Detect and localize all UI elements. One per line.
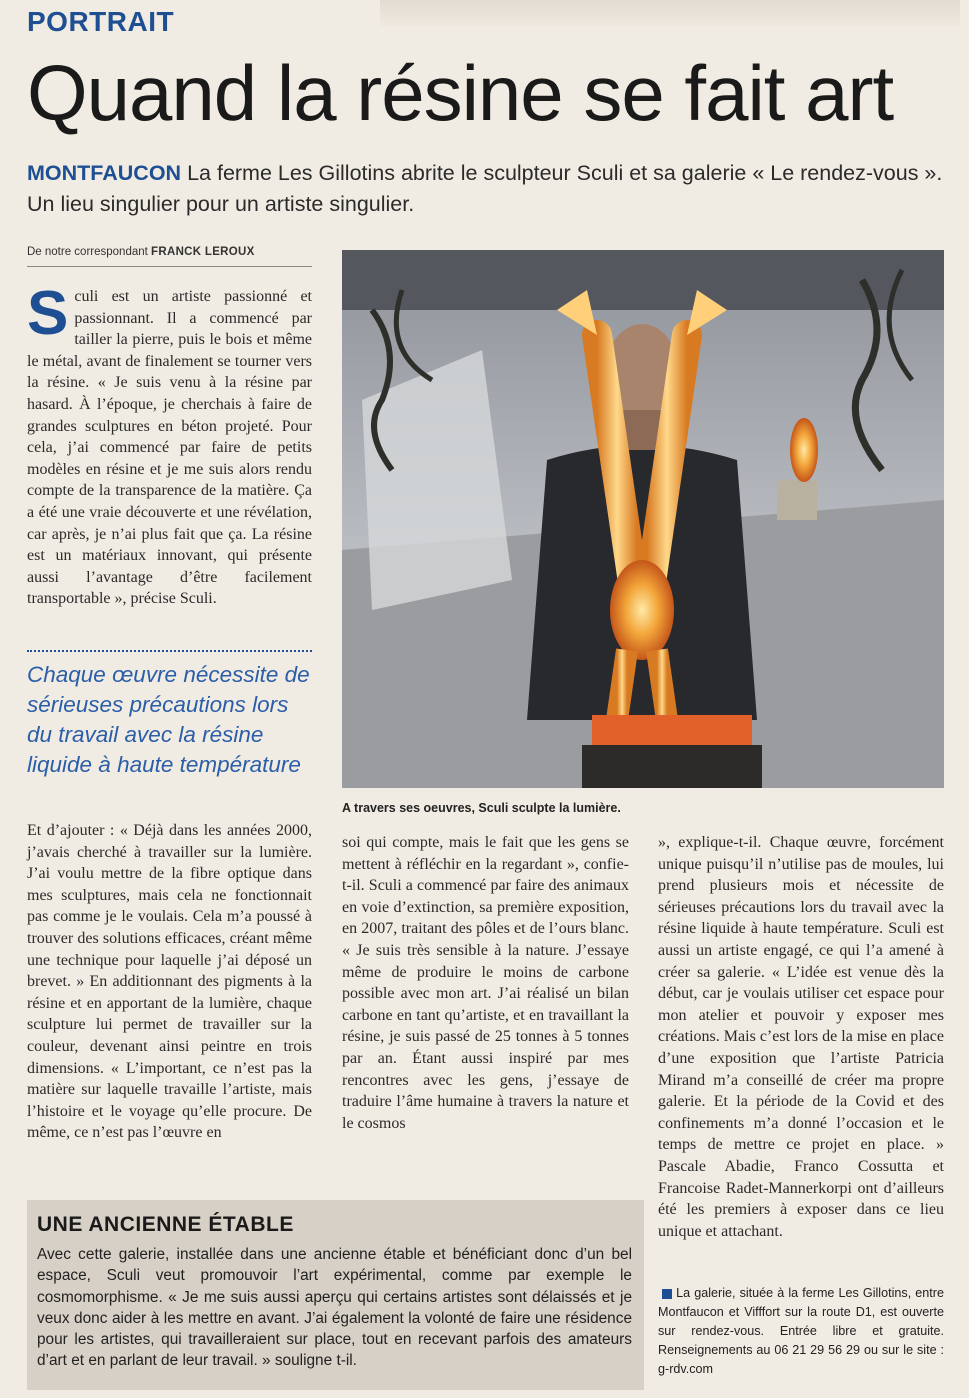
column-3-text (658, 832, 944, 1242)
column-1-text (27, 820, 312, 1144)
photo-illustration (342, 250, 944, 788)
pullquote-rule (27, 650, 312, 652)
deck (27, 158, 947, 220)
dropcap: S (27, 279, 69, 348)
deck-place: MONTFAUCON (27, 161, 182, 185)
byline-prefix: De notre correspondant (27, 246, 148, 258)
square-end-icon (662, 1289, 672, 1299)
column-1-paragraph: Et d’ajouter : « Déjà dans les années 2000, j’avais cherché à travailler sur la lumière. J’ai voulu mettre de la fibre optique dans mes sculptures, mais cela ne fonctionnait pas comme je le voulais. Cela m’a poussé à trouver des solutions efficaces, créant même une technique pour laquelle j’ai déposé un brevet. » En additionnant des pigments à la résine et en apportant de la lumière, chaque sculpture lui permet de travailler sur la couleur, devenant ainsi peintre en trois dimensions. « L’important, ce n’est pas la matière sur laquelle travaille l’artiste, mais l’histoire et le voyage qu’elle procure. De même, ce n’est pas l’œuvre en (27, 822, 312, 1142)
deck-text: La ferme Les Gillotins abrite le sculpteur Sculi et sa galerie « Le rendez-vous ». Un lieu singulier pour un artiste singulier. (27, 161, 943, 216)
column-2-paragraph: soi qui compte, mais le fait que les gens se mettent à réfléchir en la regardant », confie-t-il. Sculi a commencé par faire des animaux en voie d’extinction, sa première exposition, en 2007, traitant des pôles et de l’ours blanc. « Je suis très sensible à la nature. J’essaye même de produire le moins de carbone possible avec mon art. J’ai réalisé un bilan carbone en tant qu’artiste, et en travaillant la résine, je suis passé de 25 tonnes à 5 tonnes par an. Étant aussi inspiré par mes rencontres avec les gens, j’essaye de traduire l’âme humaine à travers la nature et le cosmos (342, 834, 629, 1132)
pullquote: Chaque œuvre nécessite de sérieuses précautions lors du travail avec la résine liquide à haute température (27, 662, 310, 777)
sidebar-box-text: Avec cette galerie, installée dans une ancienne étable et bénéficiant donc d’un bel espace, Sculi veut promouvoir l’art expérimental, comme par exemple le cosmomorphisme. « Je me suis aussi aperçu qui certains artistes sont délaissés et je veux donc aider à les mettre en avant. J’ai également la volonté de faire une résidence pour les artistes, qui travailleraient sur place, tout en recevant parfois des amateurs d’art et en parlant de leur travail. » souligne t-il. (37, 1246, 632, 1370)
photo-caption: A travers ses oeuvres, Sculi sculpte la lumière. (342, 801, 621, 815)
intro-text: culi est un artiste passionné et passionnant. Il a commencé par tailler la pierre, puis le bois et même le métal, avant de finalement se tourner vers la résine. « Je suis venu à la résine par hasard. À l’époque, je cherchais à faire de grandes sculptures en béton projeté. Pour cela, j’ai commencé par faire de petits modèles en résine et je me suis alors rendu compte de la transparence de la matière. Ça a été une vraie découverte et une révélation, car après, je n’ai plus fait que ça. La résine est un matériaux innovant, qui présente aussi l’avantage d’être facilement transportable », précise Sculi. (27, 288, 312, 608)
column-3-paragraph: », explique-t-il. Chaque œuvre, forcément unique puisqu’il n’utilise pas de moules, lui prend plusieurs mois et nécessite de sérieuses précautions lors du travail avec la résine liquide à haute température. Sculi est aussi un artiste engagé, ce qui l’a amené à créer sa galerie. « L’idée est venue dès la début, car je voulais utiliser cet espace pour mon atelier et pouvoir y exposer mes créations. Mais c’est lors de la mise en place d’une exposition que l’artiste Patricia Mirand m’a conseillé de créer ma propre galerie. Et la période de la Covid et des confinements m’a donné l’occasion et le temps de mettre ce projet en place. » Pascale Abadie, Franco Cossutta et Francoise Radet-Mannerkorpi ont d’ailleurs été les premiers à exposer dans ce lieu unique et attachant. (658, 834, 944, 1240)
byline-rule (27, 266, 312, 267)
adjacent-article-strip (380, 0, 960, 26)
headline: Quand la résine se fait art (27, 49, 894, 137)
byline-author: FRANCK LEROUX (151, 246, 255, 258)
article-photo (342, 250, 944, 788)
practical-info (658, 1284, 944, 1379)
byline (27, 246, 255, 258)
sidebar-box-title: UNE ANCIENNE ÉTABLE (37, 1213, 294, 1236)
practical-info-text: La galerie, située à la ferme Les Gillotins, entre Montfaucon et Vifffort sur la route D1, est ouverte sur rendez-vous. Entrée libre et gratuite. Renseignements au 06 21 29 56 29 ou sur le site : g-rdv.com (658, 1286, 944, 1376)
intro-paragraph (27, 279, 312, 610)
column-2-text (342, 832, 629, 1134)
section-kicker: PORTRAIT (27, 6, 175, 37)
